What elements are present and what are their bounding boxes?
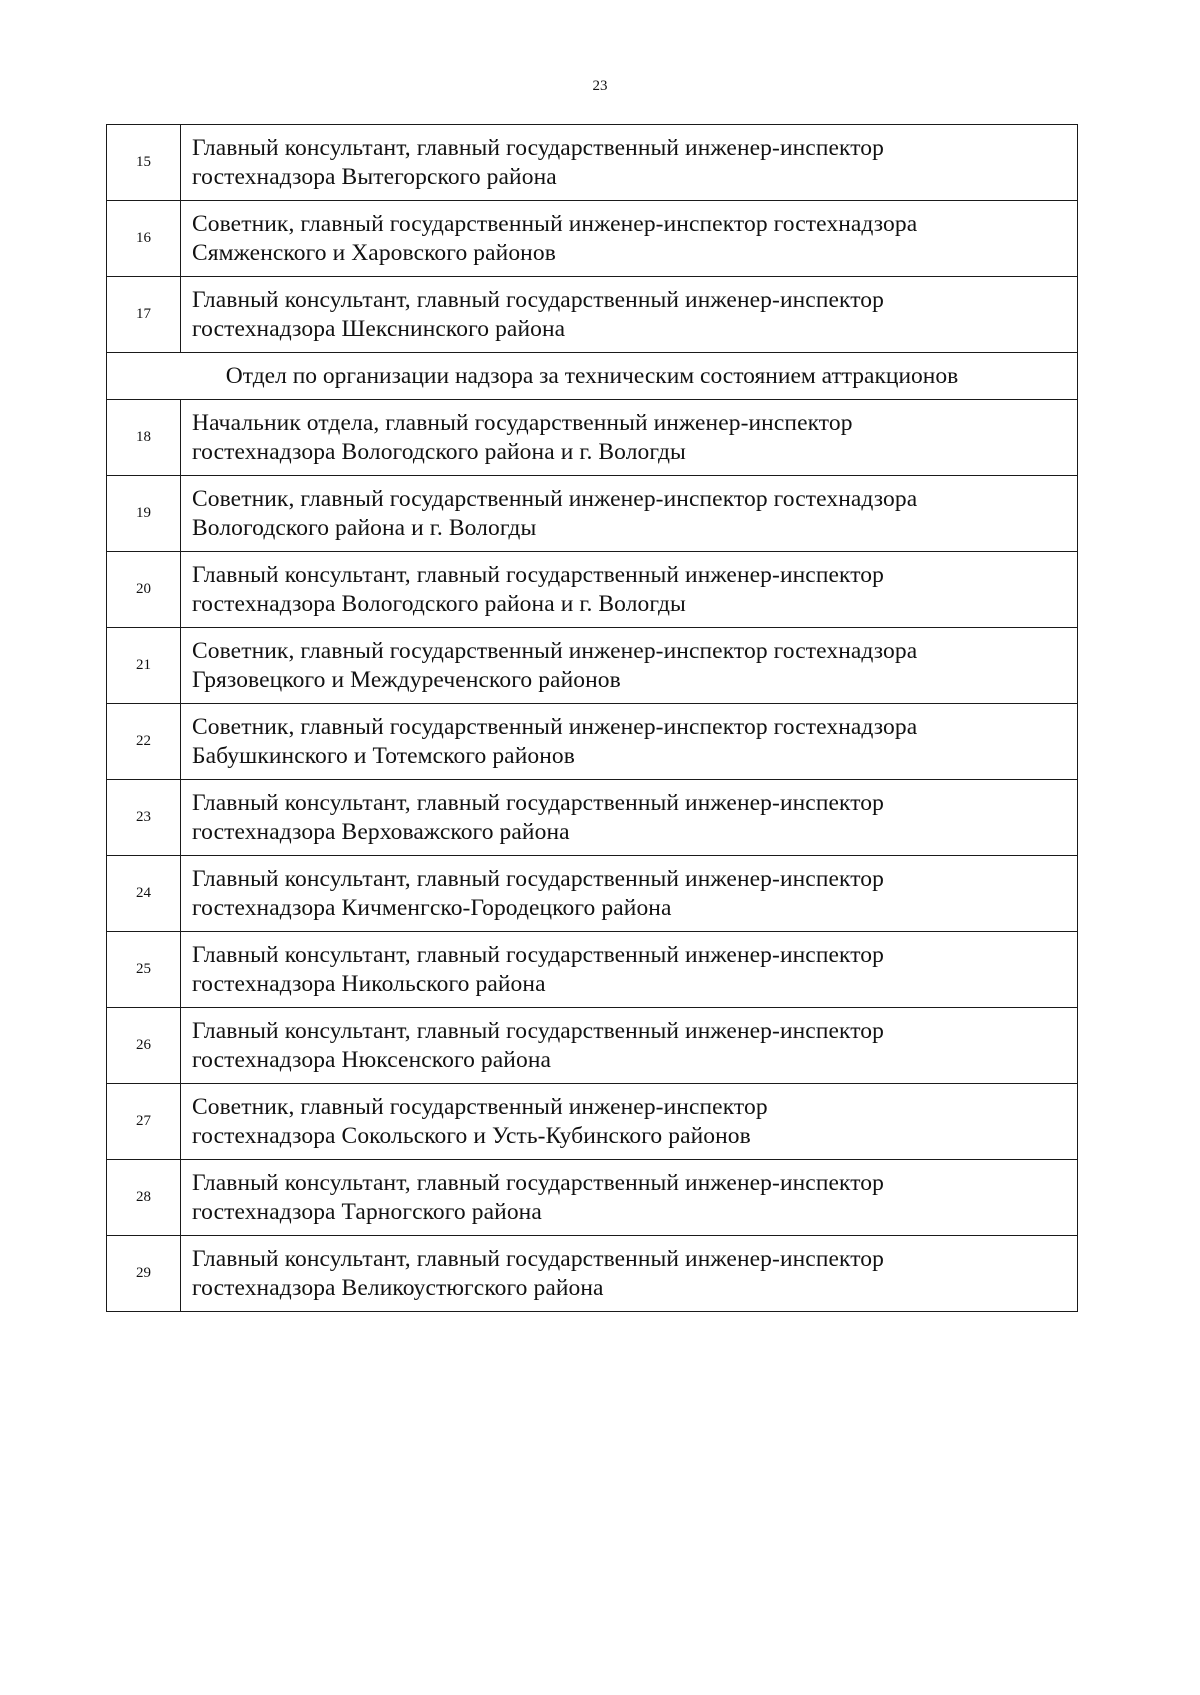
position-description (181, 1084, 1078, 1160)
position-description (181, 932, 1078, 1008)
position-description (181, 125, 1078, 201)
position-description (181, 201, 1078, 277)
position-line: Советник, главный государственный инженер-инспектор гостехнадзора (192, 637, 918, 664)
position-line: Грязовецкого и Междуреченского районов (192, 666, 621, 693)
position-line: гостехнадзора Шекснинского района (192, 315, 566, 342)
position-line: Вологодского района и г. Вологды (192, 514, 537, 541)
position-line: Главный консультант, главный государственный инженер-инспектор (192, 1169, 885, 1196)
row-number: 27 (107, 1084, 181, 1160)
table-row (107, 277, 1078, 353)
position-line: Главный консультант, главный государственный инженер-инспектор (192, 134, 885, 161)
position-description (181, 628, 1078, 704)
position-line: гостехнадзора Никольского района (192, 970, 546, 997)
row-number: 16 (107, 201, 181, 277)
position-description (181, 277, 1078, 353)
position-line: Советник, главный государственный инженер-инспектор гостехнадзора (192, 485, 918, 512)
table-row (107, 400, 1078, 476)
row-number: 20 (107, 552, 181, 628)
row-number: 15 (107, 125, 181, 201)
position-line: Главный консультант, главный государственный инженер-инспектор (192, 1017, 885, 1044)
position-line: Советник, главный государственный инженер-инспектор гостехнадзора (192, 713, 918, 740)
position-line: гостехнадзора Верховажского района (192, 818, 570, 845)
position-description (181, 1160, 1078, 1236)
position-line: Главный консультант, главный государственный инженер-инспектор (192, 941, 885, 968)
position-line: Советник, главный государственный инженер-инспектор (192, 1093, 768, 1120)
position-line: гостехнадзора Тарногского района (192, 1198, 542, 1225)
position-description (181, 400, 1078, 476)
position-line: Главный консультант, главный государственный инженер-инспектор (192, 286, 885, 313)
position-description (181, 780, 1078, 856)
table-row (107, 476, 1078, 552)
page-number: 23 (592, 78, 608, 94)
position-line: Главный консультант, главный государственный инженер-инспектор (192, 865, 885, 892)
position-line: гостехнадзора Великоустюгского района (192, 1274, 604, 1301)
position-description (181, 476, 1078, 552)
row-number: 22 (107, 704, 181, 780)
position-description (181, 1008, 1078, 1084)
table-row (107, 1160, 1078, 1236)
position-line: Главный консультант, главный государственный инженер-инспектор (192, 789, 885, 816)
section-header: Отдел по организации надзора за техническим состоянием аттракционов (107, 353, 1078, 400)
table-row (107, 780, 1078, 856)
table-row (107, 628, 1078, 704)
position-line: гостехнадзора Нюксенского района (192, 1046, 552, 1073)
table-row (107, 201, 1078, 277)
row-number: 24 (107, 856, 181, 932)
section-header-row (107, 353, 1078, 400)
position-line: гостехнадзора Вытегорского района (192, 163, 557, 190)
position-line: Советник, главный государственный инженер-инспектор гостехнадзора (192, 210, 918, 237)
table-row (107, 1084, 1078, 1160)
row-number: 23 (107, 780, 181, 856)
row-number: 26 (107, 1008, 181, 1084)
table-row (107, 1236, 1078, 1312)
position-line: Сямженского и Харовского районов (192, 239, 556, 266)
table-row (107, 552, 1078, 628)
table-row (107, 856, 1078, 932)
position-line: гостехнадзора Вологодского района и г. Вологды (192, 590, 686, 617)
position-line: Начальник отдела, главный государственный инженер-инспектор (192, 409, 853, 436)
row-number: 29 (107, 1236, 181, 1312)
table-row (107, 125, 1078, 201)
positions-table (106, 124, 1078, 1312)
table-row (107, 932, 1078, 1008)
row-number: 17 (107, 277, 181, 353)
position-line: Бабушкинского и Тотемского районов (192, 742, 575, 769)
position-description (181, 704, 1078, 780)
row-number: 25 (107, 932, 181, 1008)
row-number: 28 (107, 1160, 181, 1236)
row-number: 21 (107, 628, 181, 704)
position-line: гостехнадзора Сокольского и Усть-Кубинского районов (192, 1122, 751, 1149)
row-number: 19 (107, 476, 181, 552)
table-row (107, 1008, 1078, 1084)
position-line: гостехнадзора Кичменгско-Городецкого района (192, 894, 672, 921)
position-line: гостехнадзора Вологодского района и г. Вологды (192, 438, 686, 465)
position-description (181, 552, 1078, 628)
position-line: Главный консультант, главный государственный инженер-инспектор (192, 1245, 885, 1272)
position-line: Главный консультант, главный государственный инженер-инспектор (192, 561, 885, 588)
position-description (181, 1236, 1078, 1312)
row-number: 18 (107, 400, 181, 476)
position-description (181, 856, 1078, 932)
table-row (107, 704, 1078, 780)
